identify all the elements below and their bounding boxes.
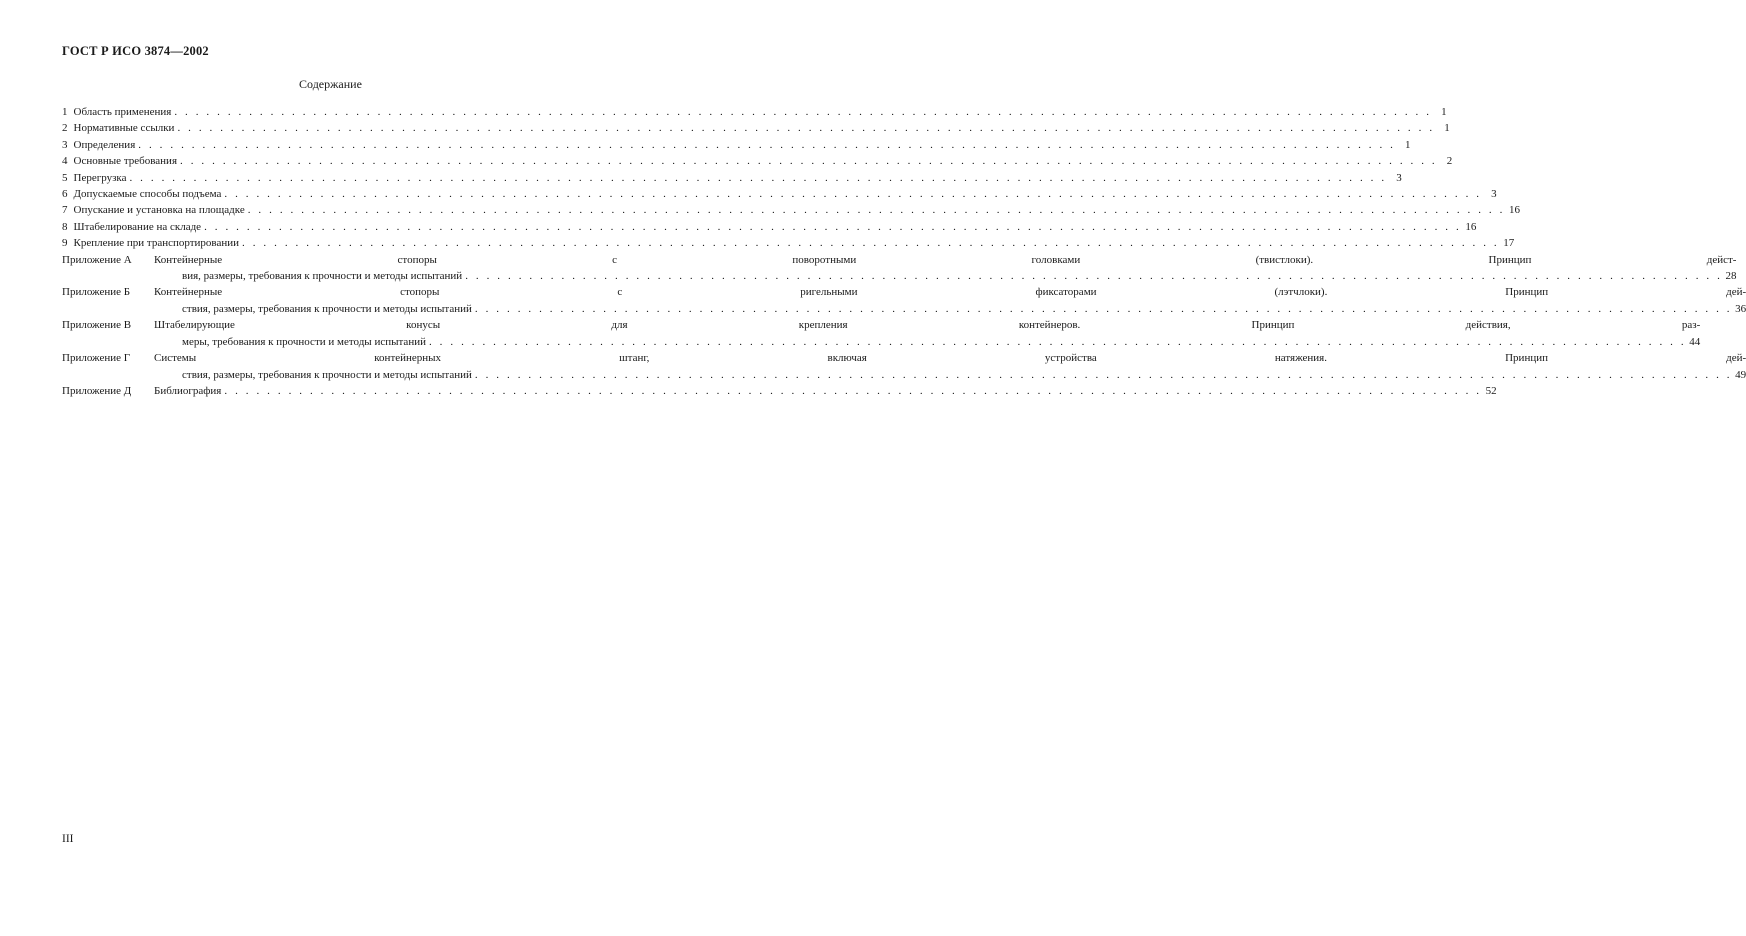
toc-entry-title: Перегрузка xyxy=(73,171,127,184)
toc-appendix-d[interactable] xyxy=(62,383,1497,399)
toc-appendix-g[interactable] xyxy=(62,350,1746,383)
dot-leader xyxy=(129,170,1386,186)
appendix-page: 28 xyxy=(1725,270,1737,283)
dot-leader xyxy=(248,202,1505,218)
toc-entry-4[interactable] xyxy=(62,153,1453,169)
dot-leader xyxy=(204,219,1461,235)
appendix-label: Приложение В xyxy=(62,319,132,332)
appendix-title-line2: вия, размеры, требования к прочности и методы испытаний xyxy=(182,270,463,283)
toc-entry-title: Допускаемые способы подъема xyxy=(73,188,222,201)
toc-entry-title: Нормативные ссылки xyxy=(73,122,175,135)
dot-leader xyxy=(224,383,1481,399)
toc-entry-title: Определения xyxy=(73,138,136,151)
appendix-page: 44 xyxy=(1689,335,1701,348)
toc-entry-9[interactable] xyxy=(62,235,1515,251)
toc-entry-page: 16 xyxy=(1465,220,1477,233)
dot-leader xyxy=(429,334,1686,350)
toc-entry-number: 6 xyxy=(62,188,68,201)
toc-appendix-b[interactable] xyxy=(62,284,1746,317)
toc-entry-number: 2 xyxy=(62,122,68,135)
appendix-page: 49 xyxy=(1735,368,1746,381)
appendix-label: Приложение А xyxy=(62,253,132,266)
toc-entry-number: 9 xyxy=(62,237,68,250)
toc-entry-number: 4 xyxy=(62,155,68,168)
toc-entry-page: 3 xyxy=(1491,188,1497,201)
appendix-title-line1: Штабелирующие конусы для крепления контейнеров. Принцип действия, раз- xyxy=(154,319,1701,332)
toc-entry-page: 1 xyxy=(1441,106,1447,118)
appendix-title-line2: ствия, размеры, требования к прочности и методы испытаний xyxy=(182,302,472,315)
toc-entry-title: Основные требования xyxy=(73,155,178,168)
table-of-contents xyxy=(62,104,1746,399)
dot-leader xyxy=(177,120,1434,136)
toc-entry-2[interactable] xyxy=(62,120,1450,136)
toc-entry-number: 8 xyxy=(62,220,68,233)
toc-entry-8[interactable] xyxy=(62,219,1477,235)
appendix-label: Приложение Д xyxy=(62,384,132,397)
appendix-title-line1: Системы контейнерных штанг, включая устройства натяжения. Принцип дей- xyxy=(154,352,1746,365)
toc-appendix-v[interactable] xyxy=(62,317,1701,350)
appendix-title-line2: меры, требования к прочности и методы испытаний xyxy=(182,335,426,348)
appendix-label: Приложение Г xyxy=(62,352,131,365)
appendix-title-line1: Контейнерные стопоры с ригельными фиксаторами (лэтчлоки). Принцип дей- xyxy=(154,286,1746,299)
document-code: ГОСТ Р ИСО 3874—2002 xyxy=(62,44,209,58)
page-number: III xyxy=(62,833,74,845)
appendix-title-line1: Контейнерные стопоры с поворотными головками (твистлоки). Принцип дейст- xyxy=(154,253,1737,266)
toc-entry-5[interactable] xyxy=(62,170,1402,186)
dot-leader xyxy=(465,268,1722,284)
dot-leader xyxy=(475,301,1732,317)
toc-entry-page: 17 xyxy=(1503,237,1515,250)
toc-entry-6[interactable] xyxy=(62,186,1497,202)
toc-entry-title: Опускание и установка на площадке xyxy=(73,204,245,217)
dot-leader xyxy=(174,104,1431,120)
dot-leader xyxy=(475,367,1732,383)
toc-entry-title: Крепление при транспортировании xyxy=(73,237,240,250)
toc-entry-page: 1 xyxy=(1444,122,1450,135)
dot-leader xyxy=(224,186,1481,202)
appendix-label: Приложение Б xyxy=(62,286,131,299)
toc-entry-page: 3 xyxy=(1396,171,1402,184)
toc-entry-page: 16 xyxy=(1508,204,1520,217)
toc-entry-1[interactable] xyxy=(62,104,1447,120)
appendix-title-line2: ствия, размеры, требования к прочности и методы испытаний xyxy=(182,368,472,381)
dot-leader xyxy=(180,153,1437,169)
toc-entry-7[interactable] xyxy=(62,202,1520,218)
dot-leader xyxy=(242,235,1499,251)
toc-entry-number: 3 xyxy=(62,138,68,151)
toc-entry-3[interactable] xyxy=(62,137,1411,153)
toc-entry-number: 5 xyxy=(62,171,68,184)
appendix-page: 36 xyxy=(1735,302,1746,315)
toc-entry-number: 7 xyxy=(62,204,68,217)
dot-leader xyxy=(138,137,1395,153)
toc-title: Содержание xyxy=(299,77,362,91)
toc-entry-title: Область применения xyxy=(73,106,172,118)
toc-entry-page: 1 xyxy=(1405,138,1411,151)
toc-entry-title: Штабелирование на складе xyxy=(73,220,202,233)
toc-appendix-a[interactable] xyxy=(62,252,1737,285)
appendix-page: 52 xyxy=(1485,384,1497,397)
toc-entry-page: 2 xyxy=(1446,155,1453,168)
appendix-title: Библиография xyxy=(154,384,222,397)
toc-entry-number: 1 xyxy=(62,106,68,118)
